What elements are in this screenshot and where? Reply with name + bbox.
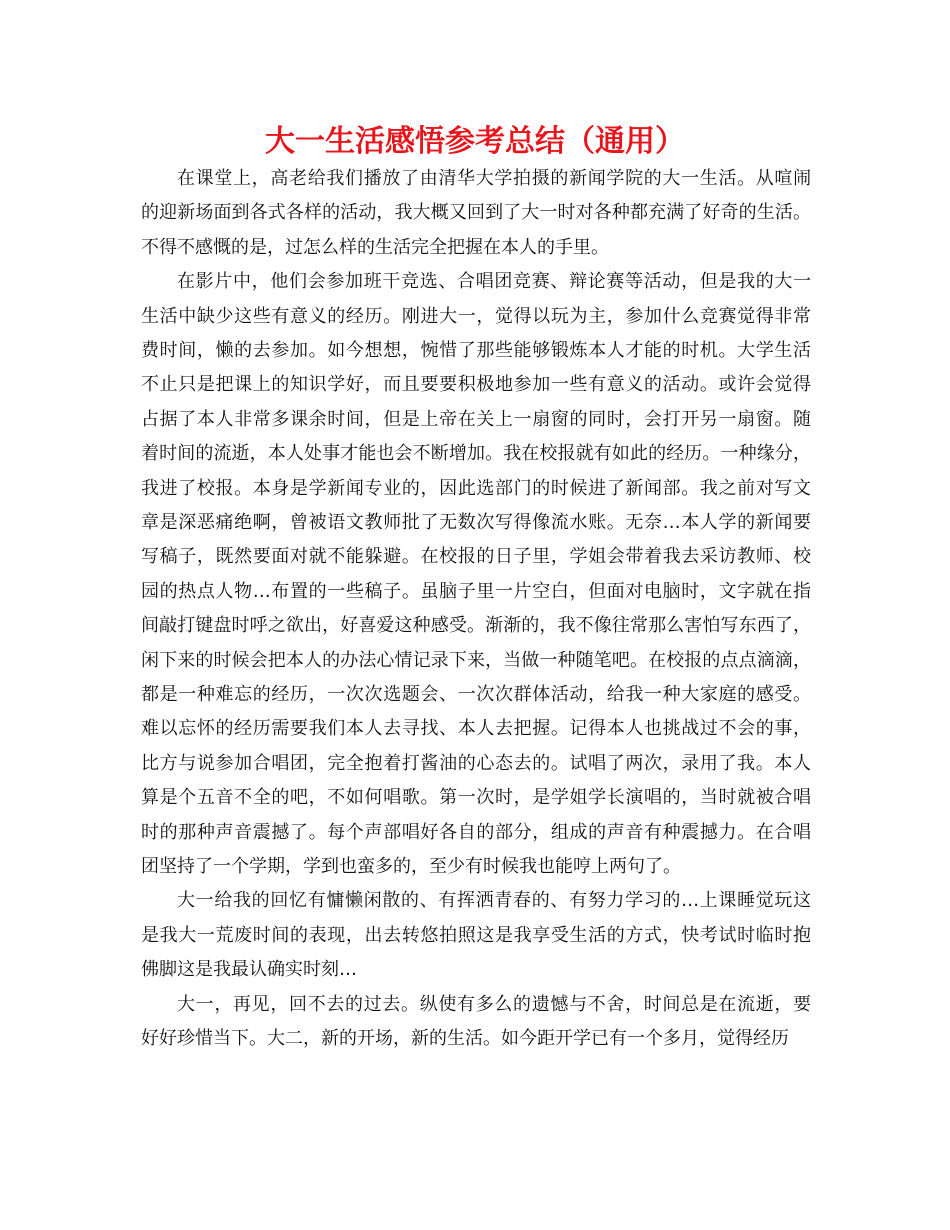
text-line: 间敲打键盘时呼之欲出，好喜爱这种感受。渐渐的，我不像往常那么害怕写东西了，: [141, 615, 812, 636]
text-line: 好好珍惜当下。大二，新的开场，新的生活。如今距开学已有一个多月，觉得经历: [141, 1028, 789, 1049]
text-line: 难以忘怀的经历需要我们本人去寻找、本人去把握。记得本人也挑战过不会的事，: [141, 718, 812, 739]
text-line: 大一，再见，回不去的过去。纵使有多么的遗憾与不舍，时间总是在流逝，要: [177, 994, 812, 1015]
text-line: 着时间的流逝，本人处事才能也会不断增加。我在校报就有如此的经历。一种缘分，: [141, 443, 812, 464]
document-title: 大一生活感悟参考总结（通用）: [265, 124, 685, 159]
text-line: 算是个五音不全的吧，不如何唱歌。第一次时，是学姐学长演唱的，当时就被合唱: [141, 787, 812, 808]
text-line: 费时间，懒的去参加。如今想想，惋惜了那些能够锻炼本人才能的时机。大学生活: [141, 340, 812, 361]
text-line: 园的热点人物…布置的一些稿子。虽脑子里一片空白，但面对电脑时，文字就在指: [141, 581, 812, 602]
text-line: 是我大一荒废时间的表现，出去转悠拍照这是我享受生活的方式，快考试时临时抱: [141, 925, 812, 946]
text-line: 闲下来的时候会把本人的办法心情记录下来，当做一种随笔吧。在校报的点点滴滴，: [141, 650, 812, 671]
text-line: 都是一种难忘的经历，一次次选题会、一次次群体活动，给我一种大家庭的感受。: [141, 684, 812, 705]
text-line: 佛脚这是我最认确实时刻…: [141, 959, 357, 980]
text-line: 大一给我的回忆有慵懒闲散的、有挥洒青春的、有努力学习的…上课睡觉玩这: [177, 890, 812, 911]
text-line: 时的那种声音震撼了。每个声部唱好各自的部分，组成的声音有种震撼力。在合唱: [141, 822, 812, 843]
text-line: 团坚持了一个学期，学到也蛮多的，至少有时候我也能哼上两句了。: [141, 856, 681, 877]
text-line: 比方与说参加合唱团，完全抱着打酱油的心态去的。试唱了两次，录用了我。本人: [141, 753, 812, 774]
text-line: 章是深恶痛绝啊，曾被语文教师批了无数次写得像流水账。无奈…本人学的新闻要: [141, 512, 812, 533]
text-line: 写稿子，既然要面对就不能躲避。在校报的日子里，学姐会带着我去采访教师、校: [141, 546, 812, 567]
text-line: 生活中缺少这些有意义的经历。刚进大一，觉得以玩为主，参加什么竞赛觉得非常: [141, 306, 812, 327]
text-line: 占据了本人非常多课余时间，但是上帝在关上一扇窗的同时，会打开另一扇窗。随: [141, 409, 812, 430]
text-line: 不得不感慨的是，过怎么样的生活完全把握在本人的手里。: [141, 237, 609, 258]
text-line: 的迎新场面到各式各样的活动，我大概又回到了大一时对各种都充满了好奇的生活。: [141, 202, 812, 223]
text-line: 我进了校报。本身是学新闻专业的，因此选部门的时候进了新闻部。我之前对写文: [141, 478, 812, 499]
text-line: 不止只是把课上的知识学好，而且要要积极地参加一些有意义的活动。或许会觉得: [141, 374, 812, 395]
text-line: 在影片中，他们会参加班干竞选、合唱团竞赛、辩论赛等活动，但是我的大一: [177, 271, 812, 292]
text-line: 在课堂上，高老给我们播放了由清华大学拍摄的新闻学院的大一生活。从喧闹: [177, 168, 812, 189]
